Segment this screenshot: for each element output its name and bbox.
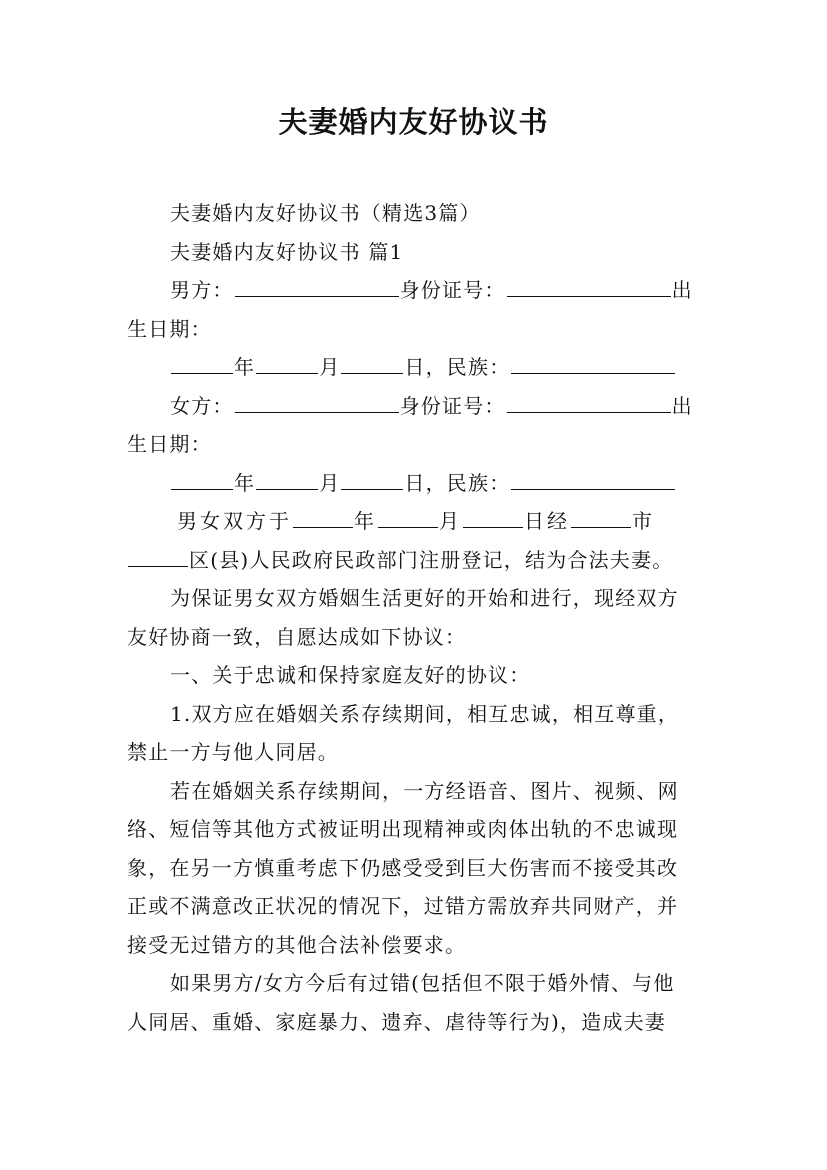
female-name-blank bbox=[235, 411, 399, 413]
marriage-city-blank bbox=[571, 526, 631, 528]
marriage-line-1 bbox=[127, 502, 712, 541]
marriage-day-label: 日经 bbox=[524, 509, 570, 533]
if-line-1: 若在婚姻关系存续期间，一方经语音、图片、视频、网 bbox=[170, 778, 679, 803]
purpose-line-1: 为保证男女双方婚姻生活更好的开始和进行，现经双方 bbox=[170, 586, 679, 610]
female-id-blank bbox=[507, 411, 671, 413]
item1-line-2: 禁止一方与他人同居。 bbox=[127, 740, 339, 764]
if-line-2: 络、短信等其他方式被证明出现精神或肉体出轨的不忠诚现 bbox=[127, 817, 679, 841]
marriage-day-blank bbox=[463, 526, 523, 528]
male-ethnic-blank bbox=[511, 372, 675, 374]
fault-line-2: 人同居、重婚、家庭暴力、遗弃、虐待等行为)，造成夫妻 bbox=[127, 1009, 667, 1034]
marriage-month-blank bbox=[378, 526, 438, 528]
female-day-ethnic-label: 日，民族： bbox=[404, 470, 511, 495]
heading-one: 一、关于忠诚和保持家庭友好的协议： bbox=[170, 663, 531, 687]
female-info-line bbox=[127, 387, 712, 426]
marriage-year-blank bbox=[293, 526, 353, 528]
marriage-line-2 bbox=[127, 541, 712, 580]
fault-line-1: 如果男方/女方今后有过错(包括但不限于婚外情、与他 bbox=[170, 971, 675, 995]
subtitle: 夫妻婚内友好协议书（精选3篇） bbox=[170, 201, 481, 225]
document-title: 夫妻婚内友好协议书 bbox=[278, 105, 549, 139]
if-line-5: 接受无过错方的其他合法补偿要求。 bbox=[127, 932, 467, 957]
marriage-district-blank bbox=[128, 565, 188, 567]
female-id-label: 身份证号： bbox=[399, 393, 506, 418]
female-day-blank bbox=[341, 488, 403, 490]
marriage-month-label: 月 bbox=[439, 509, 462, 533]
female-ethnic-blank bbox=[511, 488, 675, 490]
marriage-part2: 区(县)人民政府民政部门注册登记，结为合法夫妻。 bbox=[189, 547, 674, 572]
marriage-year-label: 年 bbox=[354, 509, 377, 533]
male-day-ethnic-label: 日，民族： bbox=[404, 355, 511, 379]
male-name-blank bbox=[235, 295, 399, 297]
female-year-label: 年 bbox=[234, 470, 256, 495]
if-line-4: 正或不满意改正状况的情况下，过错方需放弃共同财产，并 bbox=[127, 894, 679, 918]
if-line-3: 象，在另一方慎重考虑下仍感受受到巨大伤害而不接受其改 bbox=[127, 855, 679, 880]
male-birth-prefix: 出 bbox=[671, 278, 693, 302]
female-date-line bbox=[127, 464, 712, 503]
male-day-blank bbox=[341, 372, 403, 374]
marriage-part1: 男女双方于 bbox=[177, 509, 292, 533]
male-birth-label: 生日期： bbox=[127, 316, 212, 341]
female-year-blank bbox=[171, 488, 233, 490]
male-info-line bbox=[127, 271, 712, 310]
section-heading: 夫妻婚内友好协议书 篇1 bbox=[170, 239, 404, 264]
male-date-line bbox=[127, 348, 712, 387]
document-body bbox=[127, 194, 712, 1041]
male-month-blank bbox=[256, 372, 318, 374]
item1-line-1: 1.双方应在婚姻关系存续期间，相互忠诚，相互尊重， bbox=[170, 701, 680, 726]
female-label: 女方： bbox=[170, 393, 234, 418]
female-month-label: 月 bbox=[319, 470, 341, 495]
male-id-blank bbox=[507, 295, 671, 297]
female-birth-label: 生日期： bbox=[127, 432, 212, 456]
female-month-blank bbox=[256, 488, 318, 490]
male-year-label: 年 bbox=[234, 355, 256, 379]
female-birth-prefix: 出 bbox=[671, 393, 693, 418]
male-year-blank bbox=[171, 372, 233, 374]
male-id-label: 身份证号： bbox=[399, 278, 506, 302]
purpose-line-2: 友好协商一致，自愿达成如下协议： bbox=[127, 624, 467, 649]
male-label: 男方： bbox=[170, 278, 234, 302]
male-month-label: 月 bbox=[319, 355, 341, 379]
marriage-city-label: 市 bbox=[632, 509, 655, 533]
